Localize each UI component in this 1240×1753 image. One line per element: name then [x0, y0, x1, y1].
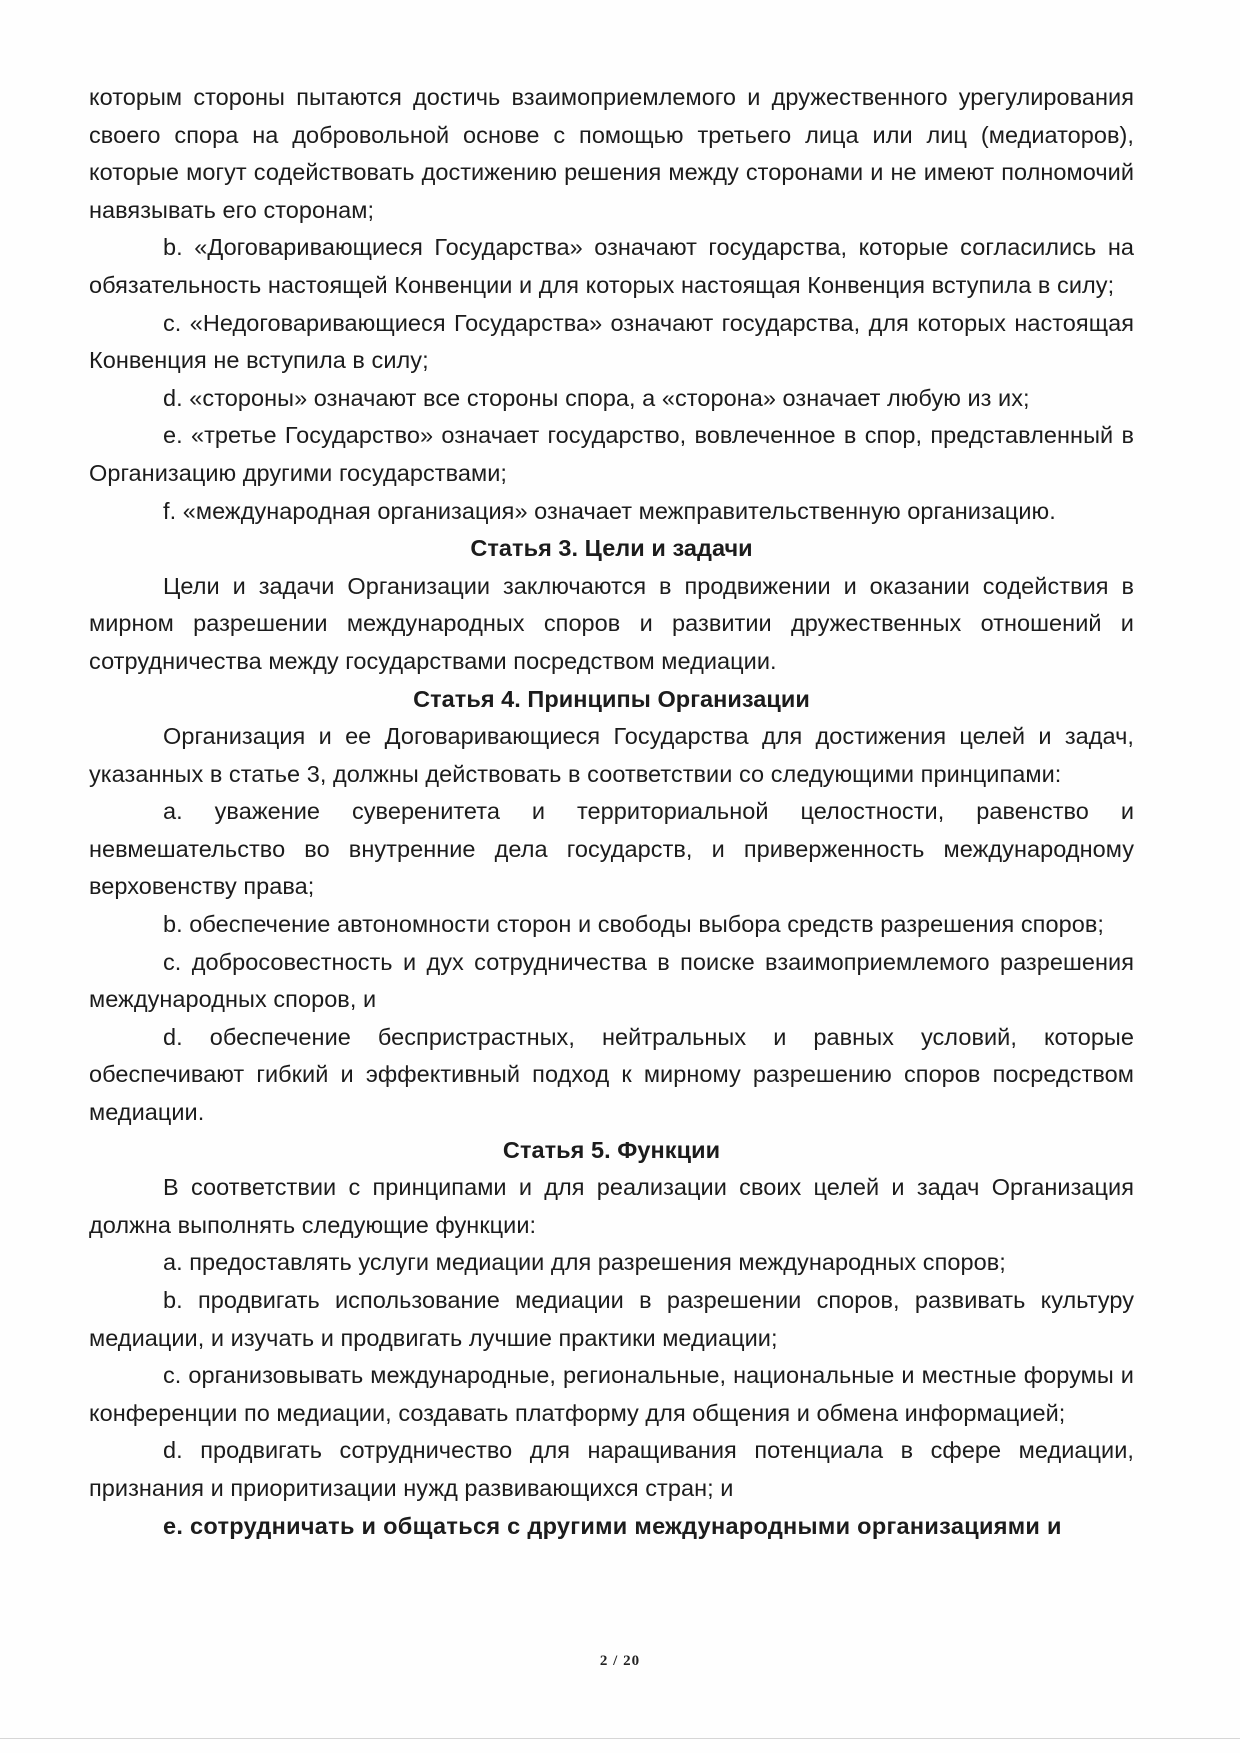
paragraph-function-b: b. продвигать использование медиации в разрешении споров, развивать культуру медиации, и изучать и продвигать лучшие практики медиации;: [89, 1287, 1134, 1351]
paragraph-function-c: c. организовывать международные, региональные, национальные и местные форумы и конференции по медиации, создавать платформу для общения и обмена информацией;: [89, 1362, 1134, 1426]
paragraph-function-d: d. продвигать сотрудничество для наращивания потенциала в сфере медиации, признания и приоритизации нужд развивающихся стран; и: [89, 1437, 1134, 1501]
paragraph-article-3-text: Цели и задачи Организации заключаются в продвижении и оказании содействия в мирном разрешении международных споров и развитии дружественных отношений и сотрудничества между государствами посредством медиации.: [89, 572, 1134, 674]
paragraph-principle-d: d. обеспечение беспристрастных, нейтральных и равных условий, которые обеспечивают гибкий и эффективный подход к мирному разрешению споров посредством медиации.: [89, 1023, 1134, 1126]
paragraph-definition-e: e. «третье Государство» означает государство, вовлеченное в спор, представленный в Организацию другими государствами;: [89, 422, 1134, 486]
heading-article-3: Статья 3. Цели и задачи: [470, 535, 753, 562]
page-number: 2 / 20: [599, 1653, 641, 1669]
heading-article-4: Статья 4. Принципы Организации: [413, 685, 810, 712]
paragraph-principle-a: a. уважение суверенитета и территориальной целостности, равенство и невмешательство во внутренние дела государств, и приверженность международному верховенству права;: [89, 798, 1134, 900]
scan-edge-divider: [0, 1738, 1240, 1739]
heading-article-5: Статья 5. Функции: [502, 1136, 721, 1163]
document-body: [89, 79, 1134, 1545]
paragraph-definition-c: c. «Недоговаривающиеся Государства» означают государства, для которых настоящая Конвенция не вступила в силу;: [89, 309, 1134, 374]
paragraph-definition-b: b. «Договаривающиеся Государства» означают государства, которые согласились на обязательность настоящей Конвенции и для которых настоящая Конвенция вступила в силу;: [89, 234, 1134, 298]
paragraph-principle-c: c. добросовестность и дух сотрудничества в поиске взаимоприемлемого разрешения международных споров, и: [89, 948, 1134, 1013]
paragraph-article-4-intro: Организация и ее Договаривающиеся Государства для достижения целей и задач, указанных в статье 3, должны действовать в соответствии со следующими принципами:: [89, 723, 1134, 787]
paragraph-definition-d: d. «стороны» означают все стороны спора, а «сторона» означает любую из их;: [163, 384, 1030, 411]
paragraph-definition-f: f. «международная организация» означает межправительственную организацию.: [163, 497, 1056, 524]
paragraph-principle-b: b. обеспечение автономности сторон и свободы выбора средств разрешения споров;: [163, 911, 1104, 938]
paragraph-function-e: e. сотрудничать и общаться с другими международными организациями и: [163, 1512, 1062, 1539]
paragraph-mediation-definition-cont: которым стороны пытаются достичь взаимоприемлемого и дружественного урегулирования своего спора на добровольной основе с помощью третьего лица или лиц (медиаторов), которые могут содействовать достижению решения между сторонами и не имеют полномочий навязывать его сторонам;: [89, 84, 1134, 223]
paragraph-article-5-intro: В соответствии с принципами и для реализации своих целей и задач Организация должна выполнять следующие функции:: [89, 1174, 1134, 1238]
paragraph-function-a: a. предоставлять услуги медиации для разрешения международных споров;: [163, 1249, 1006, 1276]
